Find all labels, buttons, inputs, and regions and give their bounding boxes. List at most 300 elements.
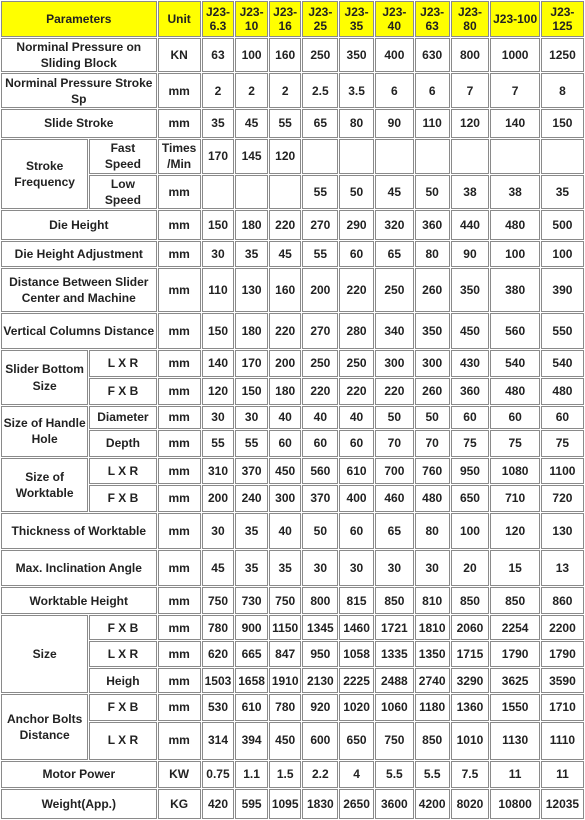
value-cell: 5.5 xyxy=(415,761,450,788)
model-header: J23- 80 xyxy=(451,1,490,37)
value-cell: 90 xyxy=(375,109,414,138)
value-cell: 730 xyxy=(235,587,268,614)
table-row xyxy=(1,789,584,819)
sub-parameter-label: F X B xyxy=(89,615,156,640)
value-cell: 450 xyxy=(451,313,490,349)
value-cell: 1550 xyxy=(490,694,539,720)
value-cell: 300 xyxy=(415,350,450,376)
value-cell: 60 xyxy=(490,406,539,429)
value-cell: 610 xyxy=(339,458,374,484)
value-cell: 1790 xyxy=(541,641,584,667)
parameter-group-label: Slider Bottom Size xyxy=(1,350,88,404)
value-cell: 3625 xyxy=(490,668,539,693)
value-cell: 30 xyxy=(202,406,235,429)
value-cell: 55 xyxy=(202,430,235,457)
value-cell: 1130 xyxy=(490,722,539,760)
parameter-group-label: Stroke Frequency xyxy=(1,139,88,209)
value-cell: 1020 xyxy=(339,694,374,720)
unit-cell: mm xyxy=(158,406,201,429)
value-cell: 45 xyxy=(235,109,268,138)
value-cell: 860 xyxy=(541,587,584,614)
value-cell: 1095 xyxy=(269,789,302,819)
value-cell: 360 xyxy=(451,378,490,405)
sub-parameter-label: Depth xyxy=(89,430,156,457)
value-cell: 540 xyxy=(541,350,584,376)
value-cell: 65 xyxy=(375,241,414,267)
value-cell: 50 xyxy=(375,406,414,429)
value-cell: 80 xyxy=(415,241,450,267)
value-cell: 140 xyxy=(490,109,539,138)
value-cell: 2.5 xyxy=(302,73,338,107)
unit-cell: mm xyxy=(158,587,201,614)
value-cell: 750 xyxy=(269,587,302,614)
value-cell: 400 xyxy=(339,485,374,512)
value-cell: 270 xyxy=(302,210,338,240)
unit-cell: mm xyxy=(158,175,201,209)
value-cell: 2060 xyxy=(451,615,490,640)
model-header: J23- 40 xyxy=(375,1,414,37)
model-header: J23- 35 xyxy=(339,1,374,37)
parameter-label: Die Height xyxy=(1,210,157,240)
value-cell: 150 xyxy=(202,210,235,240)
unit-cell: mm xyxy=(158,350,201,376)
unit-cell: KG xyxy=(158,789,201,819)
value-cell: 2488 xyxy=(375,668,414,693)
value-cell: 850 xyxy=(415,722,450,760)
model-header: J23- 16 xyxy=(269,1,302,37)
value-cell: 1360 xyxy=(451,694,490,720)
model-header: J23- 125 xyxy=(541,1,584,37)
table-row xyxy=(1,641,584,667)
value-cell: 6 xyxy=(375,73,414,107)
table-row xyxy=(1,175,584,209)
value-cell: 8 xyxy=(541,73,584,107)
sub-parameter-label: Fast Speed xyxy=(89,139,156,173)
sub-parameter-label: L X R xyxy=(89,350,156,376)
value-cell: 40 xyxy=(302,406,338,429)
value-cell: 430 xyxy=(451,350,490,376)
value-cell: 75 xyxy=(541,430,584,457)
table-row xyxy=(1,73,584,107)
value-cell: 75 xyxy=(451,430,490,457)
table-row xyxy=(1,313,584,349)
value-cell: 250 xyxy=(339,350,374,376)
value-cell: 130 xyxy=(235,268,268,312)
value-cell: 0.75 xyxy=(202,761,235,788)
value-cell: 90 xyxy=(451,241,490,267)
parameter-label: Motor Power xyxy=(1,761,157,788)
value-cell: 10800 xyxy=(490,789,539,819)
value-cell: 100 xyxy=(451,513,490,549)
model-header: J23- 63 xyxy=(415,1,450,37)
parameters-header: Parameters xyxy=(1,1,157,37)
value-cell: 20 xyxy=(451,550,490,586)
value-cell: 480 xyxy=(490,378,539,405)
value-cell: 55 xyxy=(302,241,338,267)
value-cell: 1110 xyxy=(541,722,584,760)
value-cell: 760 xyxy=(415,458,450,484)
value-cell: 2.2 xyxy=(302,761,338,788)
table-row xyxy=(1,268,584,312)
value-cell: 35 xyxy=(269,550,302,586)
value-cell: 1810 xyxy=(415,615,450,640)
value-cell: 63 xyxy=(202,38,235,72)
table-row xyxy=(1,513,584,549)
value-cell: 5.5 xyxy=(375,761,414,788)
unit-cell: mm xyxy=(158,641,201,667)
value-cell: 200 xyxy=(269,350,302,376)
value-cell: 1350 xyxy=(415,641,450,667)
value-cell: 500 xyxy=(541,210,584,240)
value-cell: 1710 xyxy=(541,694,584,720)
model-header: J23- 6.3 xyxy=(202,1,235,37)
value-cell: 300 xyxy=(269,485,302,512)
unit-cell: mm xyxy=(158,722,201,760)
value-cell: 12035 xyxy=(541,789,584,819)
value-cell: 4 xyxy=(339,761,374,788)
value-cell: 595 xyxy=(235,789,268,819)
value-cell: 1080 xyxy=(490,458,539,484)
value-cell: 1250 xyxy=(541,38,584,72)
table-row xyxy=(1,350,584,376)
value-cell: 50 xyxy=(302,513,338,549)
parameter-group-label: Anchor Bolts Distance xyxy=(1,694,88,759)
value-cell xyxy=(375,139,414,173)
value-cell: 45 xyxy=(375,175,414,209)
value-cell: 800 xyxy=(302,587,338,614)
value-cell: 35 xyxy=(235,550,268,586)
value-cell: 250 xyxy=(302,350,338,376)
parameter-group-label: Size of Worktable xyxy=(1,458,88,512)
unit-cell: mm xyxy=(158,109,201,138)
unit-cell: mm xyxy=(158,668,201,693)
value-cell: 180 xyxy=(235,210,268,240)
unit-cell: mm xyxy=(158,378,201,405)
value-cell: 340 xyxy=(375,313,414,349)
value-cell: 850 xyxy=(490,587,539,614)
value-cell: 40 xyxy=(339,406,374,429)
value-cell: 2 xyxy=(235,73,268,107)
sub-parameter-label: L X R xyxy=(89,641,156,667)
value-cell: 65 xyxy=(302,109,338,138)
table-row xyxy=(1,38,584,72)
value-cell: 50 xyxy=(415,406,450,429)
value-cell: 1180 xyxy=(415,694,450,720)
value-cell: 35 xyxy=(202,109,235,138)
value-cell: 30 xyxy=(339,550,374,586)
value-cell: 220 xyxy=(375,378,414,405)
value-cell: 150 xyxy=(235,378,268,405)
parameter-label: Vertical Columns Distance xyxy=(1,313,157,349)
value-cell: 30 xyxy=(375,550,414,586)
value-cell: 370 xyxy=(302,485,338,512)
value-cell: 100 xyxy=(235,38,268,72)
value-cell: 1335 xyxy=(375,641,414,667)
value-cell: 50 xyxy=(415,175,450,209)
value-cell: 160 xyxy=(269,38,302,72)
unit-cell: mm xyxy=(158,615,201,640)
value-cell xyxy=(339,139,374,173)
value-cell: 60 xyxy=(339,513,374,549)
table-row xyxy=(1,458,584,484)
value-cell: 400 xyxy=(375,38,414,72)
table-row xyxy=(1,430,584,457)
value-cell: 7 xyxy=(451,73,490,107)
unit-cell: mm xyxy=(158,313,201,349)
value-cell: 35 xyxy=(541,175,584,209)
value-cell: 550 xyxy=(541,313,584,349)
value-cell xyxy=(415,139,450,173)
sub-parameter-label: L X R xyxy=(89,458,156,484)
table-row xyxy=(1,668,584,693)
value-cell: 1000 xyxy=(490,38,539,72)
value-cell: 2740 xyxy=(415,668,450,693)
value-cell: 1.5 xyxy=(269,761,302,788)
value-cell: 60 xyxy=(541,406,584,429)
value-cell: 65 xyxy=(375,513,414,549)
value-cell: 45 xyxy=(269,241,302,267)
model-header: J23- 25 xyxy=(302,1,338,37)
table-row xyxy=(1,615,584,640)
value-cell: 650 xyxy=(339,722,374,760)
value-cell: 2 xyxy=(269,73,302,107)
parameter-label: Thickness of Worktable xyxy=(1,513,157,549)
value-cell: 120 xyxy=(269,139,302,173)
unit-cell: mm xyxy=(158,268,201,312)
table-row xyxy=(1,550,584,586)
value-cell: 310 xyxy=(202,458,235,484)
value-cell: 270 xyxy=(302,313,338,349)
value-cell: 600 xyxy=(302,722,338,760)
value-cell: 3.5 xyxy=(339,73,374,107)
value-cell: 200 xyxy=(302,268,338,312)
parameter-label: Slide Stroke xyxy=(1,109,157,138)
value-cell: 1010 xyxy=(451,722,490,760)
value-cell: 850 xyxy=(451,587,490,614)
value-cell: 1503 xyxy=(202,668,235,693)
value-cell: 38 xyxy=(451,175,490,209)
parameter-group-label: Size of Handle Hole xyxy=(1,406,88,457)
value-cell: 1658 xyxy=(235,668,268,693)
unit-cell: mm xyxy=(158,430,201,457)
value-cell: 35 xyxy=(235,513,268,549)
value-cell: 220 xyxy=(269,313,302,349)
value-cell: 620 xyxy=(202,641,235,667)
value-cell: 460 xyxy=(375,485,414,512)
value-cell xyxy=(541,139,584,173)
value-cell: 8020 xyxy=(451,789,490,819)
parameter-label: Weight(App.) xyxy=(1,789,157,819)
table-row xyxy=(1,485,584,512)
value-cell: 30 xyxy=(202,241,235,267)
value-cell: 100 xyxy=(541,241,584,267)
value-cell: 15 xyxy=(490,550,539,586)
value-cell: 1830 xyxy=(302,789,338,819)
header-row xyxy=(1,1,584,37)
value-cell: 120 xyxy=(490,513,539,549)
value-cell: 7 xyxy=(490,73,539,107)
value-cell: 150 xyxy=(541,109,584,138)
value-cell: 120 xyxy=(451,109,490,138)
value-cell: 110 xyxy=(202,268,235,312)
unit-cell: mm xyxy=(158,550,201,586)
parameter-group-label: Size xyxy=(1,615,88,693)
unit-cell: KN xyxy=(158,38,201,72)
unit-cell: mm xyxy=(158,458,201,484)
value-cell: 170 xyxy=(202,139,235,173)
value-cell: 750 xyxy=(202,587,235,614)
value-cell: 480 xyxy=(415,485,450,512)
unit-cell: mm xyxy=(158,210,201,240)
value-cell: 40 xyxy=(269,406,302,429)
value-cell: 280 xyxy=(339,313,374,349)
sub-parameter-label: Diameter xyxy=(89,406,156,429)
value-cell: 30 xyxy=(302,550,338,586)
value-cell: 300 xyxy=(375,350,414,376)
table-row xyxy=(1,587,584,614)
value-cell: 710 xyxy=(490,485,539,512)
value-cell: 2 xyxy=(202,73,235,107)
value-cell: 55 xyxy=(235,430,268,457)
value-cell: 60 xyxy=(269,430,302,457)
sub-parameter-label: F X B xyxy=(89,485,156,512)
value-cell: 560 xyxy=(302,458,338,484)
value-cell: 145 xyxy=(235,139,268,173)
value-cell: 200 xyxy=(202,485,235,512)
value-cell: 35 xyxy=(235,241,268,267)
parameter-label: Norminal Pressure Stroke Sp xyxy=(1,73,157,107)
value-cell: 440 xyxy=(451,210,490,240)
table-row xyxy=(1,109,584,138)
unit-header: Unit xyxy=(158,1,201,37)
value-cell: 350 xyxy=(339,38,374,72)
value-cell: 1150 xyxy=(269,615,302,640)
value-cell: 220 xyxy=(269,210,302,240)
value-cell: 950 xyxy=(302,641,338,667)
value-cell: 750 xyxy=(375,722,414,760)
value-cell: 650 xyxy=(451,485,490,512)
value-cell: 370 xyxy=(235,458,268,484)
parameter-label: Norminal Pressure on Sliding Block xyxy=(1,38,157,72)
value-cell: 800 xyxy=(451,38,490,72)
value-cell: 6 xyxy=(415,73,450,107)
value-cell: 140 xyxy=(202,350,235,376)
value-cell: 850 xyxy=(375,587,414,614)
unit-cell: mm xyxy=(158,241,201,267)
value-cell: 220 xyxy=(339,378,374,405)
value-cell xyxy=(269,175,302,209)
value-cell: 30 xyxy=(235,406,268,429)
value-cell: 80 xyxy=(415,513,450,549)
value-cell: 1460 xyxy=(339,615,374,640)
table-row xyxy=(1,241,584,267)
value-cell: 45 xyxy=(202,550,235,586)
value-cell: 4200 xyxy=(415,789,450,819)
value-cell: 314 xyxy=(202,722,235,760)
value-cell: 11 xyxy=(541,761,584,788)
value-cell: 815 xyxy=(339,587,374,614)
value-cell: 60 xyxy=(339,430,374,457)
value-cell: 50 xyxy=(339,175,374,209)
sub-parameter-label: F X B xyxy=(89,694,156,720)
value-cell: 55 xyxy=(269,109,302,138)
model-header: J23- 10 xyxy=(235,1,268,37)
unit-cell: mm xyxy=(158,694,201,720)
parameter-label: Max. Inclination Angle xyxy=(1,550,157,586)
table-row xyxy=(1,694,584,720)
value-cell: 1910 xyxy=(269,668,302,693)
value-cell: 320 xyxy=(375,210,414,240)
value-cell: 540 xyxy=(490,350,539,376)
value-cell: 610 xyxy=(235,694,268,720)
value-cell: 1345 xyxy=(302,615,338,640)
sub-parameter-label: Heigh xyxy=(89,668,156,693)
value-cell: 2130 xyxy=(302,668,338,693)
model-header: J23-100 xyxy=(490,1,539,37)
sub-parameter-label: L X R xyxy=(89,722,156,760)
value-cell: 220 xyxy=(339,268,374,312)
unit-cell: Times /Min xyxy=(158,139,201,173)
value-cell xyxy=(202,175,235,209)
value-cell: 950 xyxy=(451,458,490,484)
value-cell: 80 xyxy=(339,109,374,138)
value-cell: 2225 xyxy=(339,668,374,693)
value-cell xyxy=(302,139,338,173)
value-cell: 100 xyxy=(490,241,539,267)
parameter-label: Worktable Height xyxy=(1,587,157,614)
unit-cell: mm xyxy=(158,513,201,549)
value-cell: 1721 xyxy=(375,615,414,640)
table-row xyxy=(1,210,584,240)
value-cell: 1100 xyxy=(541,458,584,484)
value-cell: 530 xyxy=(202,694,235,720)
value-cell: 70 xyxy=(375,430,414,457)
value-cell: 394 xyxy=(235,722,268,760)
value-cell: 55 xyxy=(302,175,338,209)
value-cell: 60 xyxy=(451,406,490,429)
value-cell: 40 xyxy=(269,513,302,549)
value-cell: 350 xyxy=(451,268,490,312)
unit-cell: KW xyxy=(158,761,201,788)
value-cell: 60 xyxy=(302,430,338,457)
value-cell: 390 xyxy=(541,268,584,312)
value-cell: 847 xyxy=(269,641,302,667)
value-cell: 420 xyxy=(202,789,235,819)
value-cell: 180 xyxy=(269,378,302,405)
value-cell: 250 xyxy=(375,268,414,312)
sub-parameter-label: Low Speed xyxy=(89,175,156,209)
table-row xyxy=(1,139,584,173)
value-cell: 150 xyxy=(202,313,235,349)
value-cell: 70 xyxy=(415,430,450,457)
value-cell: 450 xyxy=(269,722,302,760)
unit-cell: mm xyxy=(158,73,201,107)
value-cell: 780 xyxy=(269,694,302,720)
value-cell: 180 xyxy=(235,313,268,349)
value-cell: 7.5 xyxy=(451,761,490,788)
table-row xyxy=(1,722,584,760)
value-cell: 60 xyxy=(339,241,374,267)
value-cell: 160 xyxy=(269,268,302,312)
value-cell: 3290 xyxy=(451,668,490,693)
value-cell: 450 xyxy=(269,458,302,484)
value-cell: 480 xyxy=(541,378,584,405)
unit-cell: mm xyxy=(158,485,201,512)
value-cell: 30 xyxy=(202,513,235,549)
value-cell: 38 xyxy=(490,175,539,209)
value-cell xyxy=(235,175,268,209)
value-cell: 780 xyxy=(202,615,235,640)
